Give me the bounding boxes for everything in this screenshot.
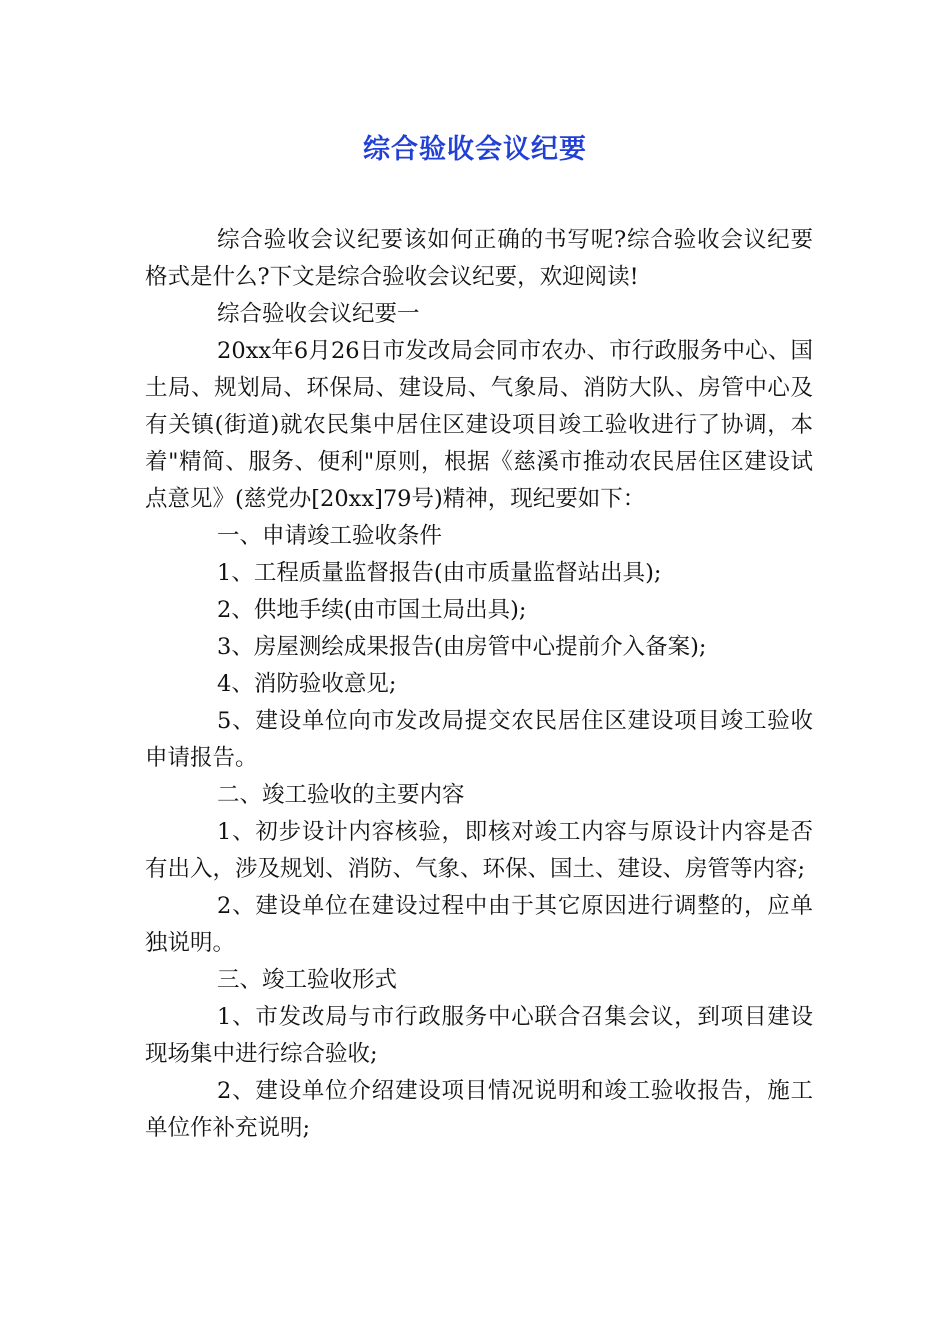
list-item-form-1: 1、市发改局与市行政服务中心联合召集会议，到项目建设现场集中进行综合验收; [145,1004,813,1067]
list-item-condition-1: 1、工程质量监督报告(由市质量监督站出具); [217,560,662,586]
heading-acceptance-content: 二、竣工验收的主要内容 [217,782,465,808]
list-item-condition-3: 3、房屋测绘成果报告(由房管中心提前介入备案); [217,634,707,660]
list-item-condition-2: 2、供地手续(由市国土局出具); [217,597,527,623]
document-title: 综合验收会议纪要 [363,134,587,165]
heading-acceptance-form: 三、竣工验收形式 [217,967,398,993]
document-body [145,222,813,1147]
list-item-content-2: 2、建设单位在建设过程中由于其它原因进行调整的，应单独说明。 [145,893,813,956]
list-item-condition-4: 4、消防验收意见; [217,671,397,697]
list-item-content-1: 1、初步设计内容核验，即核对竣工内容与原设计内容是否有出入，涉及规划、消防、气象、环保、国土、建设、房管等内容; [145,819,813,882]
paragraph-intro: 综合验收会议纪要该如何正确的书写呢?综合验收会议纪要格式是什么?下文是综合验收会议纪要，欢迎阅读! [145,227,813,290]
section-heading-part-one: 综合验收会议纪要一 [217,301,420,327]
heading-acceptance-conditions: 一、申请竣工验收条件 [217,523,443,549]
list-item-form-2: 2、建设单位介绍建设项目情况说明和竣工验收报告，施工单位作补充说明; [145,1078,813,1141]
list-item-condition-5: 5、建设单位向市发改局提交农民居住区建设项目竣工验收申请报告。 [145,708,813,771]
paragraph-meeting-summary: 20xx年6月26日市发改局会同市农办、市行政服务中心、国土局、规划局、环保局、建设局、气象局、消防大队、房管中心及有关镇(街道)就农民集中居住区建设项目竣工验收进行了协调，本着"精简、服务、便利"原则，根据《慈溪市推动农民居住区建设试点意见》(慈党办[20xx]79号)精神，现纪要如下： [145,338,813,512]
